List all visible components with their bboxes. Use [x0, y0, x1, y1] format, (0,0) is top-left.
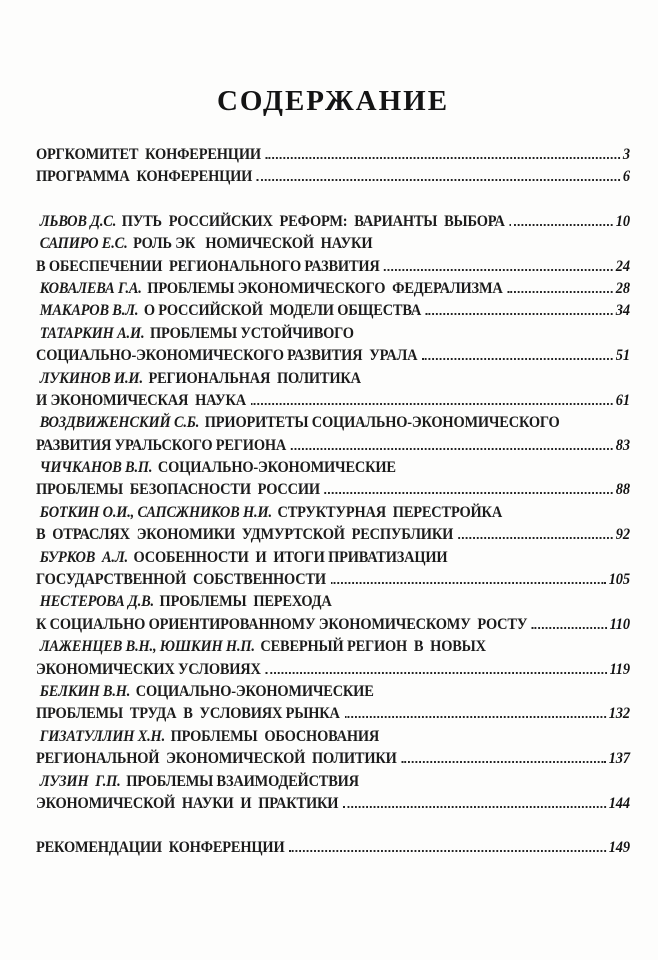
toc-entry: [36, 278, 630, 300]
entry-title: РАЗВИТИЯ УРАЛЬСКОГО РЕГИОНА: [36, 436, 287, 454]
toc-entry: [36, 457, 630, 479]
entry-author: ГИЗАТУЛЛИН Х.Н.: [39, 727, 165, 745]
toc-entry: [36, 569, 630, 591]
toc-entry: [36, 211, 630, 233]
toc-entry: [36, 659, 630, 681]
dot-leader: [344, 716, 606, 718]
entry-title: ОРГКОМИТЕТ КОНФЕРЕНЦИИ: [36, 146, 261, 163]
entry-author: НЕСТЕРОВА Д.В.: [39, 593, 154, 611]
toc-entry: [36, 524, 630, 546]
toc-list: [36, 144, 630, 860]
entry-title: РОЛЬ ЭК НОМИЧЕСКОЙ НАУКИ: [133, 235, 373, 253]
toc-entry: [36, 166, 630, 188]
toc-entry: [36, 300, 630, 322]
entry-title: СТРУКТУРНАЯ ПЕРЕСТРОЙКА: [277, 503, 503, 521]
entry-title: ПРОБЛЕМЫ ВЗАИМОДЕЙСТВИЯ: [126, 772, 359, 790]
dot-leader: [426, 313, 613, 315]
page-number: 51: [615, 347, 630, 365]
entry-title: В ОТРАСЛЯХ ЭКОНОМИКИ УДМУРТСКОЙ РЕСПУБЛИКИ: [36, 526, 454, 544]
page-number: 132: [608, 705, 630, 723]
toc-entry: [36, 479, 630, 501]
entry-title: К СОЦИАЛЬНО ОРИЕНТИРОВАННОМУ ЭКОНОМИЧЕСКОМУ РОСТУ: [36, 615, 528, 633]
entry-title: РЕГИОНАЛЬНАЯ ПОЛИТИКА: [148, 369, 361, 387]
entry-title: СОЦИАЛЬНО-ЭКОНОМИЧЕСКИЕ: [135, 682, 374, 700]
dot-leader: [289, 850, 606, 852]
entry-author: БУРКОВ А.Л.: [39, 548, 128, 566]
entry-title: И ЭКОНОМИЧЕСКАЯ НАУКА: [36, 391, 246, 409]
entry-author: САПИРО Е.С.: [39, 235, 128, 253]
toc-entry: [36, 547, 630, 569]
toc-entry: [36, 837, 630, 859]
page-number: 34: [615, 302, 630, 320]
toc-entry: [36, 233, 630, 255]
dot-leader: [507, 291, 613, 293]
toc-entry: [36, 256, 630, 278]
toc-entry: [36, 390, 630, 412]
page-number: 149: [608, 839, 630, 857]
dot-leader: [458, 537, 613, 539]
dot-leader: [509, 224, 613, 226]
dot-leader: [291, 448, 613, 450]
entry-title: ПРОГРАММА КОНФЕРЕНЦИИ: [36, 168, 253, 186]
page-number: 83: [615, 436, 630, 454]
entry-author: ЛУКИНОВ И.И.: [39, 369, 143, 387]
toc-entry: [36, 703, 630, 725]
entry-author: КОВАЛЕВА Г.А.: [39, 279, 142, 297]
toc-entry: [36, 345, 630, 367]
toc-entry: [36, 681, 630, 703]
entry-author: БЕЛКИН В.Н.: [39, 682, 131, 700]
toc-entry: [36, 591, 630, 613]
entry-title: ЭКОНОМИЧЕСКИХ УСЛОВИЯХ: [36, 660, 261, 678]
dot-leader: [331, 582, 606, 584]
dot-leader: [325, 492, 613, 494]
dot-leader: [384, 269, 613, 271]
dot-leader: [265, 672, 606, 674]
entry-title: ЭКОНОМИЧЕСКОЙ НАУКИ И ПРАКТИКИ: [36, 794, 339, 812]
entry-title: ПРОБЛЕМЫ ТРУДА В УСЛОВИЯХ РЫНКА: [36, 705, 340, 723]
page-number: 105: [608, 571, 630, 589]
page-number: 137: [608, 750, 630, 768]
entry-title: ПРОБЛЕМЫ ОБОСНОВАНИЯ: [170, 727, 380, 745]
toc-entry: [36, 614, 630, 636]
toc-entry: [36, 435, 630, 457]
page-number: 92: [615, 526, 630, 544]
dot-leader: [532, 627, 607, 629]
toc-entry: [36, 323, 630, 345]
entry-author: ЛУЗИН Г.П.: [39, 772, 121, 790]
entry-title: РЕКОМЕНДАЦИИ КОНФЕРЕНЦИИ: [36, 839, 285, 857]
toc-entry: [36, 748, 630, 770]
entry-title: РЕГИОНАЛЬНОЙ ЭКОНОМИЧЕСКОЙ ПОЛИТИКИ: [36, 750, 397, 768]
page-number: 110: [609, 615, 630, 633]
entry-author: ТАТАРКИН А.И.: [39, 324, 145, 342]
toc-entry: [36, 793, 630, 815]
page-number: 88: [615, 481, 630, 499]
entry-title: ПРОБЛЕМЫ ЭКОНОМИЧЕСКОГО ФЕДЕРАЛИЗМА: [147, 279, 503, 297]
entry-author: МАКАРОВ В.Л.: [39, 302, 139, 320]
toc-entry: [36, 726, 630, 748]
dot-leader: [251, 403, 613, 405]
entry-title: ПРОБЛЕМЫ БЕЗОПАСНОСТИ РОССИИ: [36, 481, 320, 499]
entry-title: О РОССИЙСКОЙ МОДЕЛИ ОБЩЕСТВА: [143, 302, 422, 320]
entry-author: ЧИЧКАНОВ В.П.: [39, 459, 153, 477]
entry-title: СЕВЕРНЫЙ РЕГИОН В НОВЫХ: [260, 638, 486, 656]
entry-title: ПРОБЛЕМЫ ПЕРЕХОДА: [159, 593, 332, 611]
entry-title: СОЦИАЛЬНО-ЭКОНОМИЧЕСКОГО РАЗВИТИЯ УРАЛА: [36, 347, 418, 365]
entry-title: ПРИОРИТЕТЫ СОЦИАЛЬНО-ЭКОНОМИЧЕСКОГО: [204, 414, 560, 432]
entry-title: ОСОБЕННОСТИ И ИТОГИ ПРИВАТИЗАЦИИ: [133, 548, 448, 566]
toc-entry: [36, 636, 630, 658]
dot-leader: [401, 761, 606, 763]
dot-leader: [422, 358, 613, 360]
dot-leader: [343, 806, 606, 808]
toc-entry: [36, 368, 630, 390]
dot-leader: [257, 179, 620, 181]
toc-entry: [36, 144, 630, 166]
page-number: 119: [609, 660, 630, 678]
page-number: 144: [608, 794, 630, 812]
page-number: 6: [622, 168, 630, 186]
toc-entry: [36, 412, 630, 434]
entry-title: ПУТЬ РОССИЙСКИХ РЕФОРМ: ВАРИАНТЫ ВЫБОРА: [121, 212, 505, 230]
page-number: 10: [615, 212, 630, 230]
entry-author: ЛЬВОВ Д.С.: [39, 212, 117, 230]
entry-title: ГОСУДАРСТВЕННОЙ СОБСТВЕННОСТИ: [36, 571, 326, 589]
page-number: 28: [615, 279, 630, 297]
toc-entry: [36, 771, 630, 793]
entry-title: В ОБЕСПЕЧЕНИИ РЕГИОНАЛЬНОГО РАЗВИТИЯ: [36, 257, 380, 275]
page-number: 61: [615, 391, 630, 409]
entry-author: БОТКИН О.И., САПСЖНИКОВ Н.И.: [39, 503, 272, 521]
entry-title: ПРОБЛЕМЫ УСТОЙЧИВОГО: [150, 324, 354, 342]
entry-title: СОЦИАЛЬНО-ЭКОНОМИЧЕСКИЕ: [157, 459, 396, 477]
page-number: 3: [622, 146, 630, 163]
toc-entry: [36, 502, 630, 524]
dot-leader: [266, 157, 621, 159]
page-title: СОДЕРЖАНИЕ: [216, 85, 450, 117]
entry-author: ЛАЖЕНЦЕВ В.Н., ЮШКИН Н.П.: [39, 638, 255, 656]
entry-author: ВОЗДВИЖЕНСКИЙ С.Б.: [39, 414, 200, 432]
page-number: 24: [615, 257, 630, 275]
